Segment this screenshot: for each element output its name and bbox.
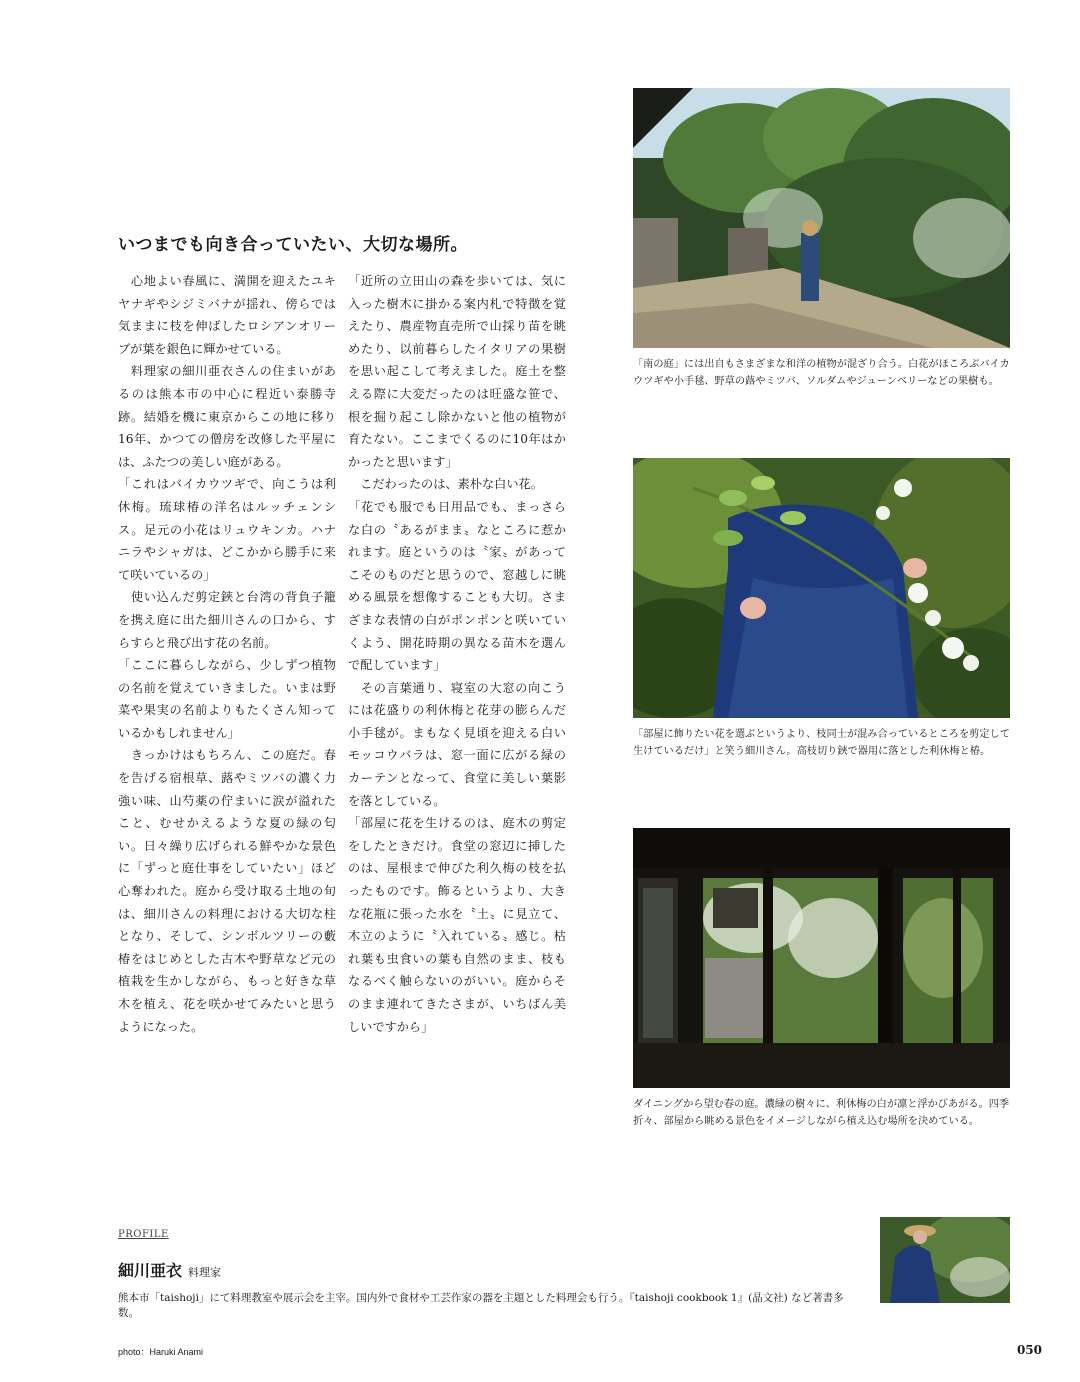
body-paragraph: 料理家の細川亜衣さんの住まいがあるのは熊本市の中心に程近い泰勝寺跡。結婚を機に東京からこの地に移り16年、かつての僧房を改修した平屋には、ふたつの美しい庭がある。 [118, 364, 336, 469]
body-paragraph: 「これはバイカウツギで、向こうは利休梅。琉球椿の洋名はルッチェンシス。足元の小花はリュウキンカ。ハナニラやシャガは、どこかから勝手に来て咲いているの」 [118, 477, 336, 582]
profile-name: 細川亜衣 [118, 1261, 183, 1280]
photo-caption: ダイニングから望む春の庭。濃緑の樹々に、利休梅の白が凛と浮かびあがる。四季折々、部屋から眺める景色をイメージしながら植え込む場所を決めている。 [633, 1099, 1010, 1127]
body-paragraph: 「部屋に花を生けるのは、庭木の剪定をしたときだけ。食堂の窓辺に挿したのは、屋根まで伸びた利久梅の枝を払ったものです。飾るというより、大きな花瓶に張った水を〝土〟に見立て、木立のように〝入れている〟感じ。枯れ葉も虫食いの葉も自然のまま、枝もなるべく触らないのがいい。庭からそのまま連れてきたさまが、いちばん美しいですから」 [348, 816, 566, 1034]
profile-role: 料理家 [188, 1266, 222, 1279]
body-paragraph: その言葉通り、寝室の大窓の向こうには花盛りの利休梅と花芽の膨らんだ小手毬が。まもなく見頃を迎える白いモッコウバラは、窓一面に広がる緑のカーテンとなって、食堂に美しい葉影を落としている。 [348, 680, 566, 808]
body-paragraph: きっかけはもちろん、この庭だ。春を告げる宿根草、蕗やミツバの濃く力強い味、山芍薬の佇まいに涙が溢れたこと、むせかえるような夏の緑の匂い。日々繰り広げられる鮮やかな景色に「ずっと庭仕事をしていたい」ほど心奪われた。庭から受け取る土地の旬は、細川さんの料理における大切な柱となり、そして、シンボルツリーの藪椿をはじめとした古木や野草など元の植栽を生かしながら、もっと好きな草木を植え、花を咲かせてみたいと思うようになった。 [118, 748, 336, 1034]
body-paragraph: 「ここに暮らしながら、少しずつ植物の名前を覚えていきました。いまは野菜や果実の名前よりもたくさん知っているかもしれません」 [118, 658, 336, 740]
article-heading: いつまでも向き合っていたい、大切な場所。 [118, 235, 468, 255]
body-paragraph: 「花でも服でも日用品でも、まっさらな白の〝あるがまま〟なところに惹かれます。庭というのは〝家〟があってこそのものだと思うので、窓越しに眺める風景を想像することも大切。さまざまな表情の白がポンポンと咲いていくよう、開花時期の異なる苗木を選んで配しています」 [348, 499, 566, 673]
profile-name-line [118, 1258, 221, 1281]
flower-branch-photo [633, 458, 1010, 718]
body-paragraph: こだわったのは、素朴な白い花。 [348, 477, 543, 492]
photo-caption: 「部屋に飾りたい花を選ぶというより、枝同士が混み合っているところを剪定して生けているだけ」と笑う細川さん。高枝切り鋏で器用に落とした利休梅と椿。 [633, 729, 1010, 757]
body-paragraph: 使い込んだ剪定鋏と台湾の背負子籠を携え庭に出た細川さんの口から、すらすらと飛び出す花の名前。 [118, 590, 336, 650]
body-column-2 [348, 270, 566, 1038]
profile-photo [880, 1217, 1010, 1303]
photo-caption: 「南の庭」には出自もさまざまな和洋の植物が混ざり合う。白花がほころぶバイカウツギや小手毬、野草の蕗やミツバ、ソルダムやジューンベリーなどの果樹も。 [633, 359, 1010, 387]
body-column-1 [118, 270, 336, 1038]
photo-credit: photo：Haruki Anami [118, 1347, 204, 1357]
body-paragraph: 心地よい春風に、満開を迎えたユキヤナギやシジミバナが揺れ、傍らでは気ままに枝を伸ばしたロシアンオリーブが葉を銀色に輝かせている。 [118, 274, 336, 356]
body-paragraph: 「近所の立田山の森を歩いては、気に入った樹木に掛かる案内札で特徴を覚えたり、農産物直売所で山採り苗を眺めたり、以前暮らしたイタリアの果樹を思い起こして考えました。庭土を整える際に大変だったのは旺盛な笹で、根を掘り起こし除かないと他の植物が育たない。ここまでくるのに10年はかかったと思います」 [348, 274, 566, 469]
dining-view-photo [633, 828, 1010, 1088]
page-number: 050 [1016, 1343, 1042, 1357]
profile-bio: 熊本市「taishoji」にて料理教室や展示会を主宰。国内外で食材や工芸作家の器を主題とした料理会も行う。『taishoji cookbook 1』(晶文社) など著書多数。 [118, 1292, 844, 1319]
garden-path-photo [633, 88, 1010, 348]
profile-label: PROFILE [118, 1229, 169, 1240]
